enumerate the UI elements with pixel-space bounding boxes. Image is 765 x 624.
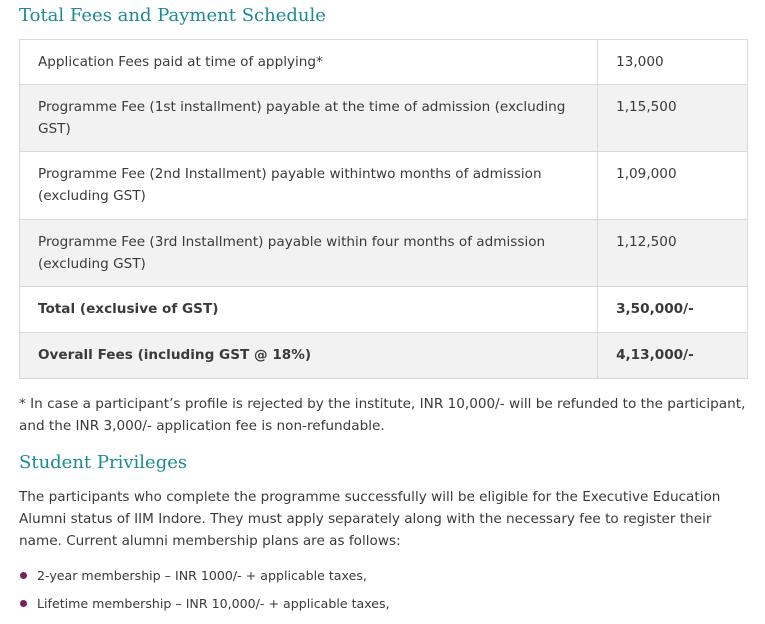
total-label: Total (exclusive of GST) — [20, 287, 598, 333]
fee-amount: 1,15,500 — [598, 85, 748, 152]
privileges-section-title: Student Privileges — [19, 452, 188, 473]
total-row — [20, 287, 748, 333]
overall-fees-amount: 4,13,000/- — [598, 333, 748, 379]
list-item — [19, 565, 390, 593]
list-item — [19, 593, 390, 621]
membership-plans-list — [19, 565, 390, 621]
table-row — [20, 85, 748, 152]
plan-label: Lifetime membership – INR 10,000/- + applicable taxes, — [37, 596, 390, 611]
fee-amount: 13,000 — [598, 40, 748, 85]
fees-table — [19, 39, 748, 379]
fee-description: Programme Fee (2nd Installment) payable withintwo months of admission (excluding GST) — [20, 152, 598, 220]
fee-amount: 1,12,500 — [598, 220, 748, 287]
bullet-icon — [20, 572, 27, 579]
total-amount: 3,50,000/- — [598, 287, 748, 333]
fee-description: Application Fees paid at time of applying* — [20, 40, 598, 85]
overall-fees-row — [20, 333, 748, 379]
refund-footnote: * In case a participant’s profile is rejected by the institute, INR 10,000/- will be refunded to the participant, and the INR 3,000/- application fee is non-refundable. — [19, 396, 746, 434]
bullet-icon — [20, 600, 27, 607]
table-row — [20, 220, 748, 287]
plan-label: 2-year membership – INR 1000/- + applicable taxes, — [37, 568, 367, 583]
table-row — [20, 40, 748, 85]
fee-amount: 1,09,000 — [598, 152, 748, 220]
privileges-description: The participants who complete the programme successfully will be eligible for the Executive Education Alumni status of IIM Indore. They must apply separately along with the necessary fee to register their name. Current alumni membership plans are as follows: — [19, 489, 721, 549]
overall-fees-label: Overall Fees (including GST @ 18%) — [20, 333, 598, 379]
fees-section-title: Total Fees and Payment Schedule — [19, 5, 326, 26]
table-row — [20, 152, 748, 220]
fee-description: Programme Fee (1st installment) payable at the time of admission (excluding GST) — [20, 85, 598, 152]
fee-description: Programme Fee (3rd Installment) payable within four months of admission (excluding GST) — [20, 220, 598, 287]
